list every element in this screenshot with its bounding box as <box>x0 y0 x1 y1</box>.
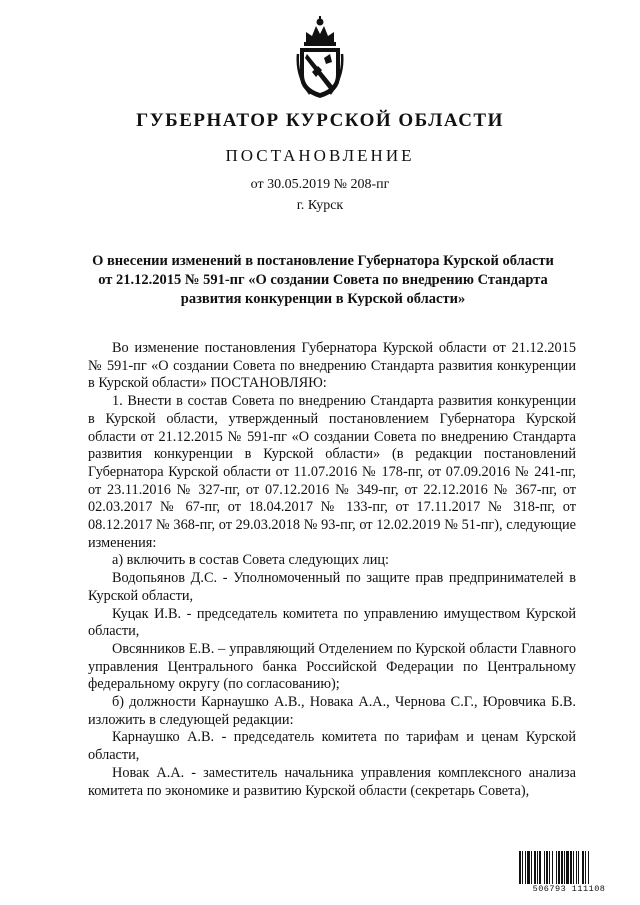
document-city: г. Курск <box>296 198 344 213</box>
barcode-bar <box>564 851 565 884</box>
barcode-bar <box>531 851 532 884</box>
barcode-bar <box>519 851 521 884</box>
paragraph: б) должности Карнаушко А.В., Новака А.А., Чернова С.Г., Юровчика Б.В. изложить в следующей редакции: <box>88 694 576 728</box>
barcode-bars <box>519 851 619 884</box>
coat-of-arms-icon <box>296 14 344 100</box>
barcode-bar <box>544 851 545 884</box>
issuer-title: ГУБЕРНАТОР КУРСКОЙ ОБЛАСТИ <box>136 110 504 131</box>
barcode-bar <box>552 851 553 884</box>
barcode-number: 506793 111108 <box>532 884 606 894</box>
barcode-bar <box>556 851 557 884</box>
paragraph: а) включить в состав Совета следующих лиц: <box>112 552 390 569</box>
barcode-bar <box>537 851 538 884</box>
paragraph: Куцак И.В. - председатель комитета по управлению имуществом Курской области, <box>88 605 576 640</box>
barcode-bar <box>525 851 526 884</box>
barcode-bar <box>561 851 563 884</box>
barcode-bar <box>522 851 523 884</box>
barcode-bar <box>570 851 572 884</box>
barcode-bar <box>558 851 560 884</box>
document-body <box>88 340 576 800</box>
barcode-bar <box>585 851 586 884</box>
paragraph: 1. Внести в состав Совета по внедрению Стандарта развития конкуренции в Курской области, утвержденный постановлением Губернатора Курской области от 21.12.2015 № 591-пг «О создании Совета по внедрению Стандарта развития конкуренции в Курской области» (в редакции постановлений Губернатора Курской области от 11.07.2016 № 178-пг, от 07.09.2016 № 241-пг, от 23.11.2016 № 327-пг, от 07.12.2016 № 349-пг, от 22.12.2016 № 367-пг, от 02.03.2017 № 67-пг, от 18.04.2017 № 133-пг, от 17.11.2017 № 318-пг, от 08.12.2017 № 368-пг, от 29.03.2018 № 93-пг, от 12.02.2019 № 51-пг), следующие изменения: <box>88 393 576 551</box>
document-subject: О внесении изменений в постановление Губернатора Курской области от 21.12.2015 № 591-пг «О создании Совета по внедрению Стандарта развития конкуренции в Курской области» <box>92 253 554 307</box>
document-type: ПОСТАНОВЛЕНИЕ <box>225 146 415 165</box>
barcode-bar <box>534 851 536 884</box>
barcode <box>519 851 619 893</box>
paragraph: Водопьянов Д.С. - Уполномоченный по защите прав предпринимателей в Курской области, <box>88 570 576 604</box>
barcode-bar <box>578 851 579 884</box>
barcode-bar <box>549 851 550 884</box>
barcode-bar <box>539 851 541 884</box>
barcode-bar <box>573 851 574 884</box>
barcode-bar <box>588 851 589 884</box>
barcode-bar <box>546 851 548 884</box>
barcode-bar <box>582 851 584 884</box>
barcode-bar <box>566 851 569 884</box>
paragraph: Новак А.А. - заместитель начальника управления комплексного анализа комитета по экономике и развитию Курской области (секретарь Совета), <box>88 764 576 799</box>
paragraph: Овсянников Е.В. – управляющий Отделением по Курской области Главного управления Центрального банка Российской Федерации по Центральному федеральному округу (по согласованию); <box>88 640 576 693</box>
barcode-bar <box>576 851 577 884</box>
paragraph: Карнаушко А.В. - председатель комитета по тарифам и ценам Курской области, <box>88 729 576 764</box>
barcode-bar <box>527 851 530 884</box>
document-date-number: от 30.05.2019 № 208-пг <box>250 177 390 192</box>
paragraph: Во изменение постановления Губернатора Курской области от 21.12.2015 № 591-пг «О создании Совета по внедрению Стандарта развития конкуренции в Курской области» ПОСТАНОВЛЯЮ: <box>88 340 576 392</box>
